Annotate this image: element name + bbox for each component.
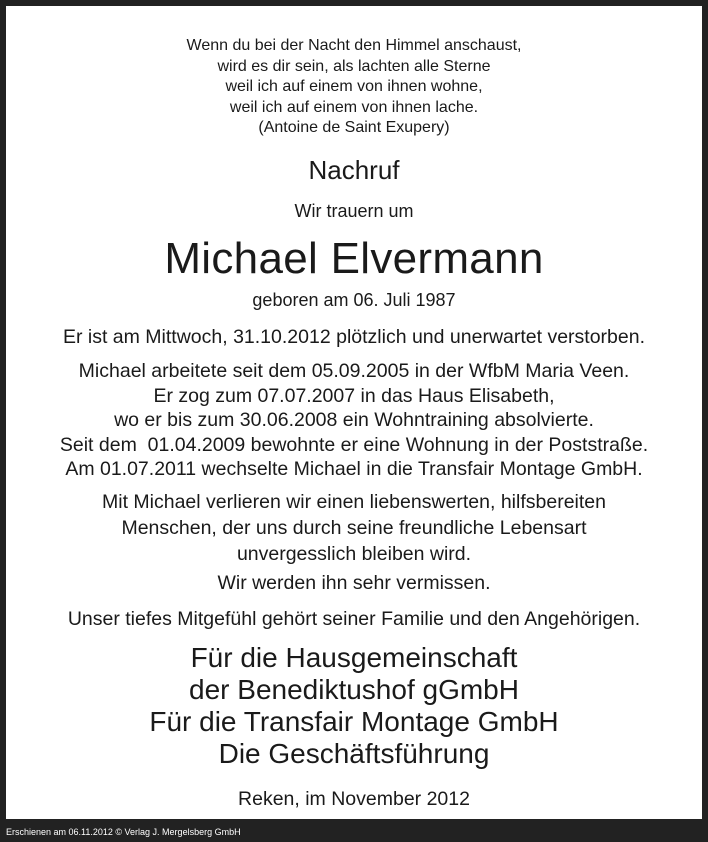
- poem-line: Wenn du bei der Nacht den Himmel anschaust,: [186, 37, 522, 54]
- biography-line: wo er bis zum 30.06.2008 ein Wohntraining absolvierte.: [114, 409, 594, 432]
- biography-line: Seit dem 01.04.2009 bewohnte er eine Wohnung in der Poststraße.: [59, 433, 649, 456]
- tribute-line: unvergesslich bleiben wird.: [236, 543, 472, 565]
- biography-line: Er zog zum 07.07.2007 in das Haus Elisabeth,: [153, 384, 555, 407]
- poem-line: weil ich auf einem von ihnen wohne,: [225, 78, 483, 95]
- obituary-card: [6, 6, 702, 819]
- poem-attribution: (Antoine de Saint Exupery): [258, 119, 450, 136]
- birth-date: geboren am 06. Juli 1987: [252, 290, 456, 310]
- poem-line: wird es dir sein, als lachten alle Sterne: [217, 57, 491, 75]
- intro-text: Wir trauern um: [294, 201, 414, 221]
- signer-line: Für die Hausgemeinschaft: [190, 642, 518, 673]
- poem-line: weil ich auf einem von ihnen lache.: [229, 98, 479, 116]
- biography-line: Am 01.07.2011 wechselte Michael in die Transfair Montage GmbH.: [65, 458, 643, 481]
- miss-text: Wir werden ihn sehr vermissen.: [217, 572, 491, 594]
- signer-line: der Benediktushof gGmbH: [189, 674, 519, 705]
- tribute-line: Mit Michael verlieren wir einen liebenswerten, hilfsbereiten: [102, 491, 606, 513]
- tribute-line: Menschen, der uns durch seine freundliche Lebensart: [121, 517, 587, 539]
- biography-line: Michael arbeitete seit dem 05.09.2005 in der WfbM Maria Veen.: [78, 360, 630, 382]
- tribute: [6, 489, 702, 567]
- deceased-name: Michael Elvermann: [164, 234, 544, 283]
- publication-footer: Erschienen am 06.11.2012 © Verlag J. Mergelsberg GmbH: [6, 827, 241, 837]
- signer-line: Die Geschäftsführung: [218, 738, 490, 769]
- sympathy-text: Unser tiefes Mitgefühl gehört seiner Familie und den Angehörigen.: [67, 608, 641, 630]
- place-date: Reken, im November 2012: [238, 788, 470, 810]
- death-notice: Er ist am Mittwoch, 31.10.2012 plötzlich und unerwartet verstorben.: [62, 326, 646, 348]
- signers: [6, 642, 702, 770]
- obituary-heading: Nachruf: [308, 155, 400, 185]
- poem: [6, 36, 702, 139]
- signer-line: Für die Transfair Montage GmbH: [149, 706, 559, 737]
- biography: [6, 359, 702, 482]
